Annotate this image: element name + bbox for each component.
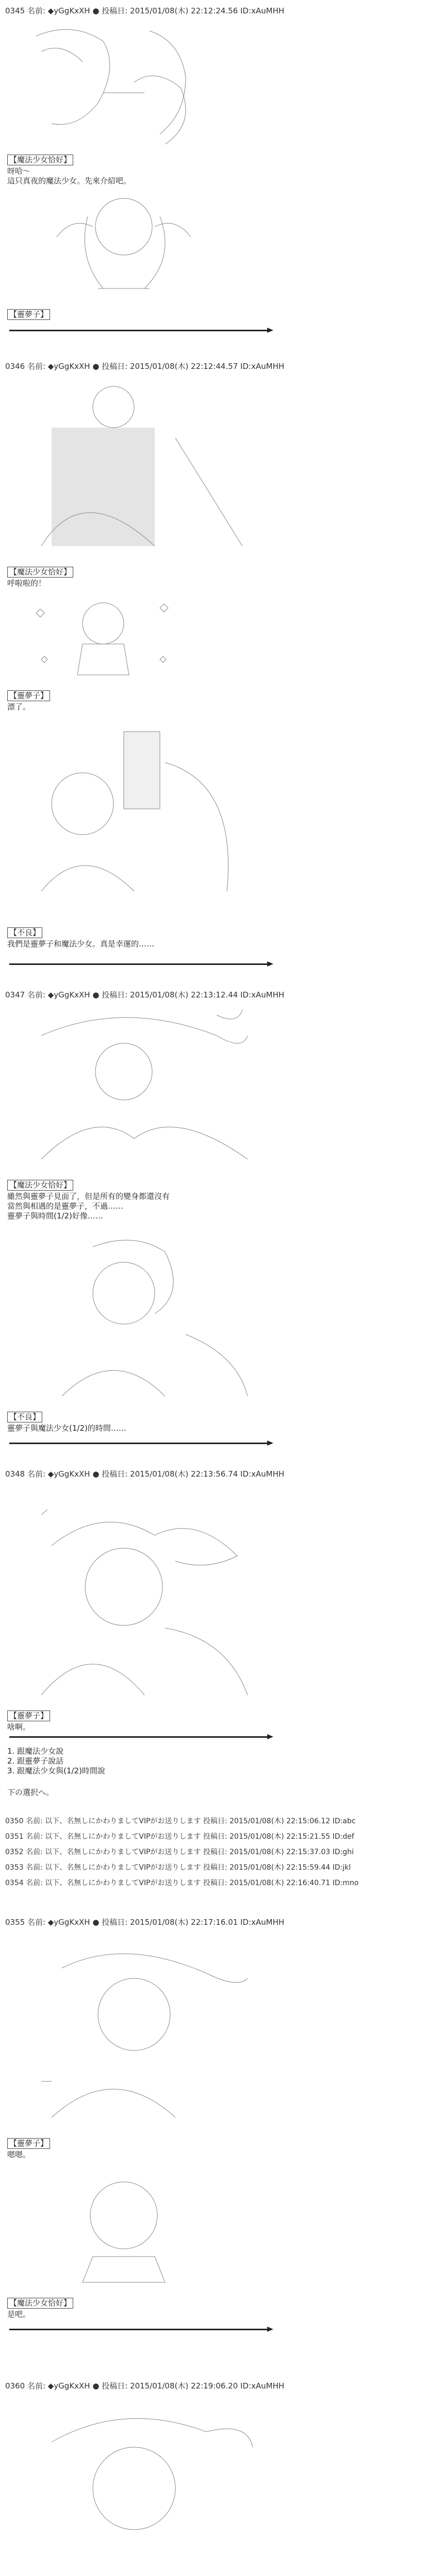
divider xyxy=(9,330,267,331)
reply-item: 0352 名前: 以下、名無しにかわりましてVIPがお送りします 投稿日: 2015/01/08(木) 22:15:37.03 ID:ghi xyxy=(5,1848,354,1856)
post-header: 0355 名前: ◆yGgKxXH ● 投稿日: 2015/01/08(木) 22:17:16.01 ID:xAuMHH xyxy=(5,1918,285,1927)
line[interactable]: 2. 跟靈夢子說話 xyxy=(7,1756,64,1766)
dialogue xyxy=(7,1710,50,1732)
ascii-art xyxy=(21,1005,268,1175)
line: 我們是靈夢子和魔法少女。真是幸運的…… xyxy=(7,939,155,948)
reply-item: 0354 名前: 以下、名無しにかわりましてVIPがお送りします 投稿日: 2015/01/08(木) 22:16:40.71 ID:mno xyxy=(5,1879,359,1887)
ascii-art xyxy=(21,376,258,556)
speaker-tag: 【魔法少女恰好】 xyxy=(7,1180,73,1191)
speaker-tag: 【不良】 xyxy=(7,927,42,938)
dialogue xyxy=(7,567,73,588)
reply-item: 0350 名前: 以下、名無しにかわりましてVIPがお送りします 投稿日: 2015/01/08(木) 22:15:06.12 ID:abc xyxy=(5,1817,356,1825)
line: 靈夢子與時間(1/2)好像…… xyxy=(7,1211,103,1221)
speaker-tag: 【靈夢子】 xyxy=(7,690,50,701)
line: 靈夢子與魔法少女(1/2)的時間…… xyxy=(7,1423,126,1433)
dialogue xyxy=(7,309,50,321)
note: 下の選択へ。 xyxy=(7,1788,54,1797)
speaker-tag: 【靈夢子】 xyxy=(7,309,50,320)
ascii-art xyxy=(21,592,186,680)
line[interactable]: 3. 跟魔法少女與(1/2)時間說 xyxy=(7,1766,105,1775)
dialogue xyxy=(7,1180,170,1221)
divider xyxy=(9,1443,267,1444)
ascii-art xyxy=(21,2401,268,2576)
line: 是吧。 xyxy=(7,2310,31,2319)
post-header: 0346 名前: ◆yGgKxXH ● 投稿日: 2015/01/08(木) 22:12:44.57 ID:xAuMHH xyxy=(5,362,285,371)
dialogue xyxy=(7,2298,73,2319)
post-header: 0360 名前: ◆yGgKxXH ● 投稿日: 2015/01/08(木) 22:19:06.20 ID:xAuMHH xyxy=(5,2381,285,2391)
line: 這只真夜的魔法少女。先來介紹吧。 xyxy=(7,176,132,185)
dialogue xyxy=(7,2138,50,2160)
dialogue xyxy=(7,927,154,949)
line: 呼啦啦的！ xyxy=(7,579,46,588)
ascii-art xyxy=(26,185,222,304)
reply-item: 0351 名前: 以下、名無しにかわりましてVIPがお送りします 投稿日: 2015/01/08(木) 22:15:21.55 ID:def xyxy=(5,1833,354,1841)
ascii-art xyxy=(21,721,268,902)
line: 漂了。 xyxy=(7,702,31,711)
speaker-tag: 【魔法少女恰好】 xyxy=(7,2298,73,2309)
line: 啥啊。 xyxy=(7,1722,31,1732)
reply-list xyxy=(5,1814,358,1891)
ascii-art xyxy=(31,1231,258,1401)
ascii-art xyxy=(21,1937,268,2123)
reply-item: 0353 名前: 以下、名無しにかわりましてVIPがお送りします 投稿日: 2015/01/08(木) 22:15:59.44 ID:jkl xyxy=(5,1863,351,1872)
options xyxy=(7,1747,105,1776)
post-header: 0348 名前: ◆yGgKxXH ● 投稿日: 2015/01/08(木) 22:13:56.74 ID:xAuMHH xyxy=(5,1469,285,1479)
speaker-tag: 【魔法少女恰好】 xyxy=(7,567,73,578)
dialogue xyxy=(7,155,131,186)
speaker-tag: 【不良】 xyxy=(7,1412,42,1422)
ascii-art xyxy=(31,2169,217,2287)
speaker-tag: 【魔法少女恰好】 xyxy=(7,155,73,165)
line[interactable]: 1. 跟魔法少女說 xyxy=(7,1747,64,1756)
line: 嗯嗯。 xyxy=(7,2150,31,2159)
post-header: 0347 名前: ◆yGgKxXH ● 投稿日: 2015/01/08(木) 22:13:12.44 ID:xAuMHH xyxy=(5,990,285,999)
ascii-art xyxy=(21,1484,268,1700)
speaker-tag: 【靈夢子】 xyxy=(7,1710,50,1721)
dialogue xyxy=(7,690,50,712)
speaker-tag: 【靈夢子】 xyxy=(7,2138,50,2149)
divider xyxy=(9,963,267,965)
post-header: 0345 名前: ◆yGgKxXH ● 投稿日: 2015/01/08(木) 22:12:24.56 ID:xAuMHH xyxy=(5,6,285,15)
divider xyxy=(9,2329,267,2330)
ascii-art xyxy=(31,21,217,149)
dialogue xyxy=(7,1412,126,1433)
divider xyxy=(9,1736,267,1738)
line: 當然與相遇的是靈夢子，不過…… xyxy=(7,1201,124,1211)
line: 雖然與靈夢子見面了，但是所有的變身都還沒有 xyxy=(7,1192,170,1201)
line: 呀哈～ xyxy=(7,166,31,176)
